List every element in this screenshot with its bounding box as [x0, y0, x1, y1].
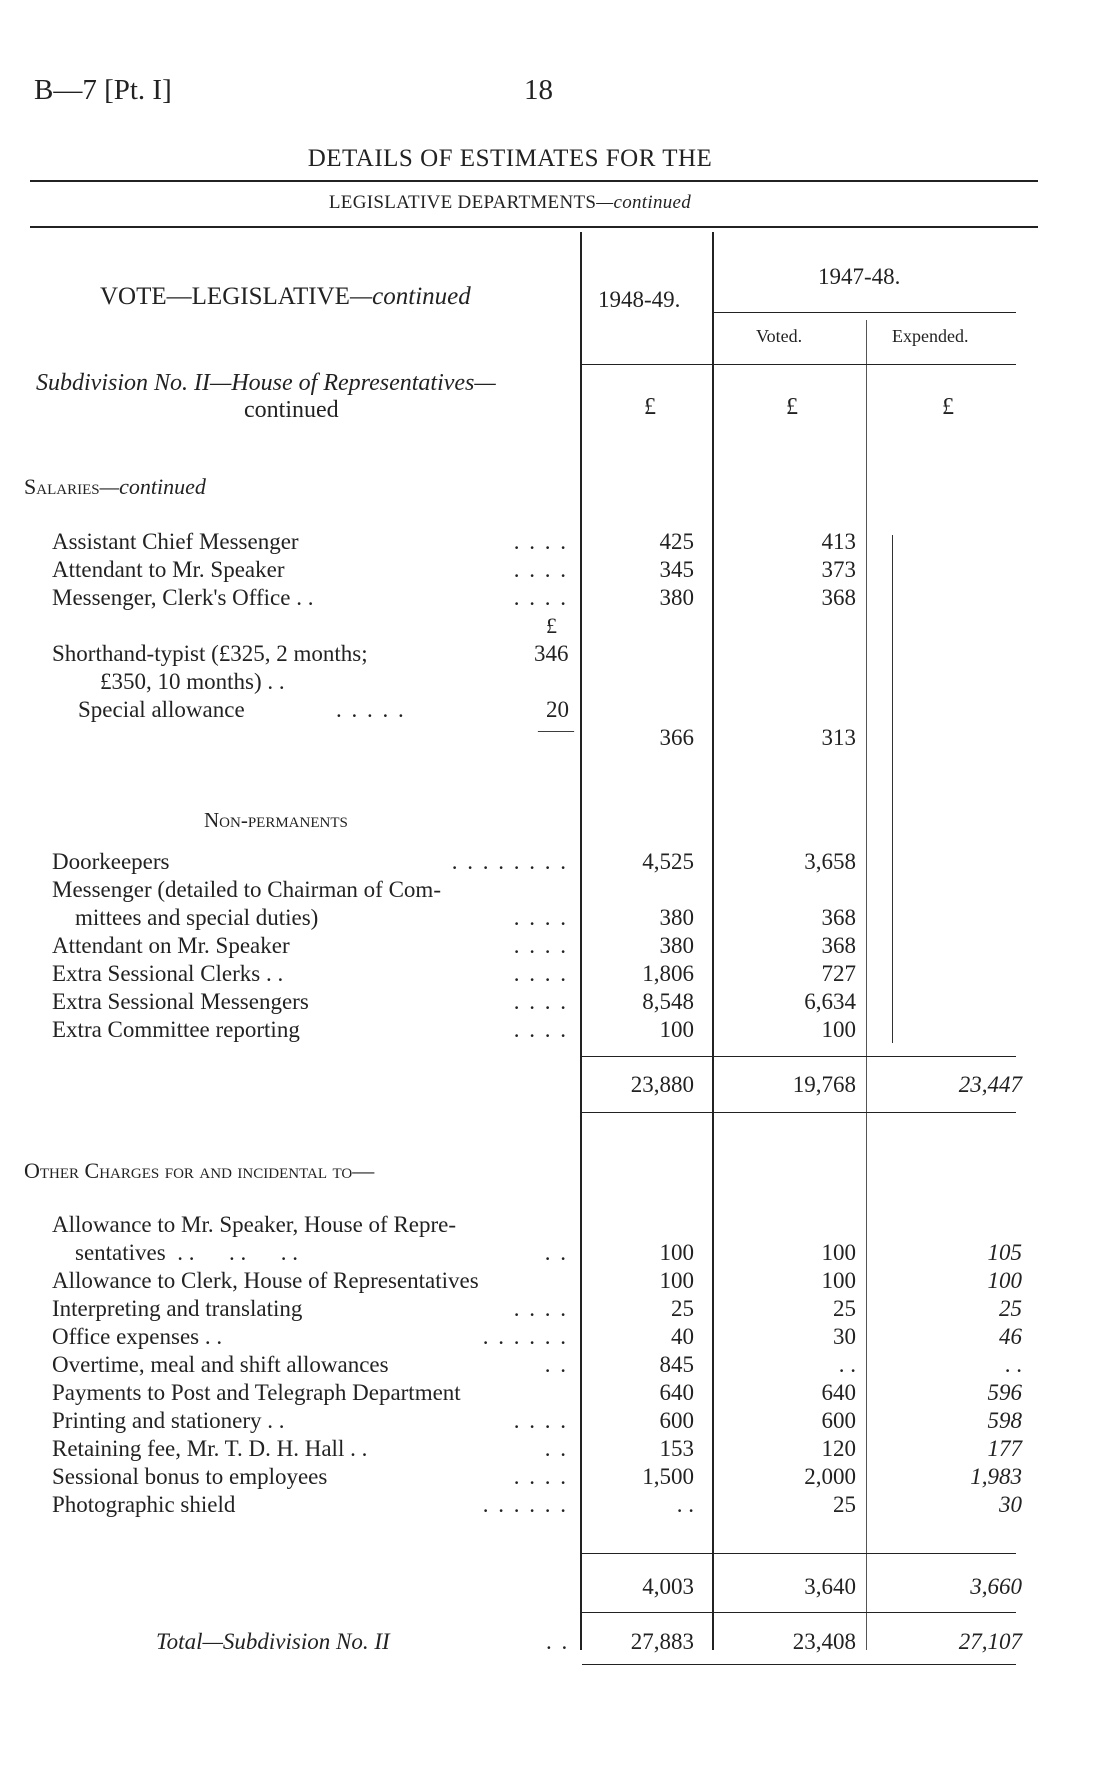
row-label: Assistant Chief Messenger [52, 529, 299, 554]
currency-voted: £ [786, 394, 798, 420]
header-rule [30, 226, 1038, 228]
row-label: Photographic shield [52, 1492, 236, 1517]
value-expended: 30 [999, 1492, 1022, 1517]
total-voted: 23,408 [792, 1629, 856, 1654]
table-row [52, 877, 572, 905]
leader-dots: . . . . . . [482, 1492, 568, 1517]
leader-dots: . . . . [513, 989, 568, 1014]
value-1948: 600 [659, 1408, 694, 1433]
column-voted-heading: Voted. [756, 326, 803, 346]
value-1948: 40 [671, 1324, 694, 1349]
leader-dots: . . . . [513, 529, 568, 554]
table-row [52, 961, 572, 989]
leader-dots: . . [544, 1436, 568, 1461]
currency-1948: £ [644, 394, 656, 420]
value-expended: 105 [987, 1240, 1022, 1265]
row-label: Office expenses . . [52, 1324, 223, 1349]
title-rule [30, 180, 1038, 182]
value-voted: 25 [833, 1296, 856, 1321]
subdivision-continued: continued [244, 397, 339, 423]
table-row [52, 933, 572, 961]
row-label: Printing and stationery . . [52, 1408, 285, 1433]
leader-dots: . . . . [513, 905, 568, 930]
shorthand-1948: 366 [659, 725, 694, 750]
inline-pound-sign: £ [546, 613, 557, 638]
column-1948-heading: 1948-49. [598, 287, 681, 312]
value-voted: 100 [821, 1017, 856, 1042]
value-voted: 30 [833, 1324, 856, 1349]
value-expended: 1,983 [970, 1464, 1022, 1489]
value-voted: 2,000 [804, 1464, 856, 1489]
row-label: Allowance to Mr. Speaker, House of Repre- [52, 1212, 457, 1237]
special-allowance-label: Special allowance [78, 697, 245, 722]
table-row [52, 1296, 572, 1324]
leader-dots: . . . . [513, 585, 568, 610]
row-label: Attendant on Mr. Speaker [52, 933, 290, 958]
value-expended: 596 [987, 1380, 1022, 1405]
shorthand-label-cont: £350, 10 months) . . [100, 669, 285, 694]
column-divider-1948 [580, 232, 582, 1650]
table-row [52, 585, 572, 613]
total-label: Total—Subdivision No. II [156, 1629, 390, 1654]
subtotal-expended: 23,447 [958, 1072, 1022, 1097]
column-head-rule [582, 364, 1016, 365]
row-label: Sessional bonus to employees [52, 1464, 328, 1489]
page-title: DETAILS OF ESTIMATES FOR THE [307, 145, 713, 172]
salaries-heading-text: Salaries [24, 474, 100, 499]
value-1948: 100 [659, 1268, 694, 1293]
value-expended: 46 [999, 1324, 1022, 1349]
special-allowance-amount: 20 [546, 697, 569, 722]
row-label: Overtime, meal and shift allowances [52, 1352, 389, 1377]
value-voted: 368 [821, 585, 856, 610]
1947-header-rule [714, 312, 1016, 313]
value-1948: 1,806 [642, 961, 694, 986]
row-label: Extra Sessional Clerks . . [52, 961, 284, 986]
subtotal-voted: 19,768 [792, 1072, 856, 1097]
value-voted: 727 [821, 961, 856, 986]
table-row [52, 1352, 572, 1380]
table-row [52, 1464, 572, 1492]
leader-dots: . . . . [513, 933, 568, 958]
value-expended: 598 [987, 1408, 1022, 1433]
shorthand-label: Shorthand-typist (£325, 2 months; [52, 641, 368, 666]
value-voted: 120 [821, 1436, 856, 1461]
row-label: Interpreting and translating [52, 1296, 303, 1321]
value-expended: 177 [987, 1436, 1022, 1461]
table-row [52, 529, 572, 557]
salaries-heading-suffix: —continued [99, 474, 206, 499]
leader-dots: . . [544, 1352, 568, 1377]
leader-dots: . . . . . [336, 697, 406, 722]
subtotal-rule-top [582, 1056, 1016, 1057]
total-expended: 27,107 [958, 1629, 1022, 1654]
column-expended-heading: Expended. [892, 326, 969, 346]
other-charges-heading: Other Charges for and incidental to— [24, 1158, 375, 1183]
shorthand-voted: 313 [821, 725, 856, 750]
value-expended: 100 [987, 1268, 1022, 1293]
table-row [52, 557, 572, 585]
currency-expended: £ [942, 394, 954, 420]
value-expended: . . [1004, 1352, 1022, 1377]
table-row [52, 1268, 572, 1296]
row-label: Retaining fee, Mr. T. D. H. Hall . . [52, 1436, 368, 1461]
subtotal-voted: 3,640 [804, 1574, 856, 1599]
subtotal-1948: 23,880 [630, 1072, 694, 1097]
row-label: Messenger, Clerk's Office . . [52, 585, 314, 610]
vote-heading-suffix: —continued [349, 283, 471, 310]
value-1948: 380 [659, 933, 694, 958]
leader-dots: . . [546, 1629, 570, 1654]
table-row [52, 1380, 572, 1408]
row-label: Attendant to Mr. Speaker [52, 557, 285, 582]
value-voted: . . [838, 1352, 856, 1377]
row-label: Allowance to Clerk, House of Representatives [52, 1268, 479, 1293]
value-1948: 4,525 [642, 849, 694, 874]
grouping-bracket [880, 535, 893, 1043]
row-label: Extra Sessional Messengers [52, 989, 309, 1014]
shorthand-amount: 346 [534, 641, 569, 666]
value-1948: 1,500 [642, 1464, 694, 1489]
vote-heading-text: VOTE—LEGISLATIVE [100, 283, 350, 310]
value-1948: 8,548 [642, 989, 694, 1014]
table-row [52, 1492, 572, 1520]
table-row [52, 849, 572, 877]
column-1947-heading: 1947-48. [818, 264, 901, 289]
value-1948: 25 [671, 1296, 694, 1321]
value-voted: 100 [821, 1240, 856, 1265]
value-1948: 100 [659, 1017, 694, 1042]
document-reference: B—7 [Pt. I] [34, 74, 172, 106]
value-voted: 25 [833, 1492, 856, 1517]
subtitle-suffix: —continued [596, 192, 692, 213]
non-permanents-heading: Non-permanents [204, 808, 348, 832]
value-1948: 153 [659, 1436, 694, 1461]
value-voted: 640 [821, 1380, 856, 1405]
subtotal-1948: 4,003 [642, 1574, 694, 1599]
subtitle-text: LEGISLATIVE DEPARTMENTS [328, 192, 597, 213]
column-divider-1947 [712, 232, 714, 1650]
vote-heading [100, 283, 471, 311]
column-divider-expended [866, 320, 867, 1650]
value-1948: 425 [659, 529, 694, 554]
leader-dots: . . . . [513, 1464, 568, 1489]
subtotal-rule-top [582, 1553, 1016, 1554]
value-1948: 345 [659, 557, 694, 582]
leader-dots: . . . . [513, 1296, 568, 1321]
value-1948: 845 [659, 1352, 694, 1377]
value-voted: 368 [821, 905, 856, 930]
row-label: Payments to Post and Telegraph Department [52, 1380, 461, 1405]
table-row [52, 1408, 572, 1436]
page-number: 18 [524, 74, 553, 106]
value-expended: 25 [999, 1296, 1022, 1321]
value-voted: 373 [821, 557, 856, 582]
leader-dots: . . . . . . [482, 1324, 568, 1349]
value-voted: 100 [821, 1268, 856, 1293]
row-label: sentatives . . . . . . [52, 1240, 298, 1265]
subdivision-heading: Subdivision No. II—House of Representatives— [36, 370, 496, 396]
row-label: Messenger (detailed to Chairman of Com- [52, 877, 441, 902]
leader-dots: . . [544, 1240, 568, 1265]
subtotal-expended: 3,660 [970, 1574, 1022, 1599]
table-row [52, 905, 572, 933]
value-1948: 380 [659, 585, 694, 610]
value-1948: 640 [659, 1380, 694, 1405]
value-1948: . . [676, 1492, 694, 1517]
leader-dots: . . . . . . . . [451, 849, 568, 874]
table-row [52, 989, 572, 1017]
row-label: Extra Committee reporting [52, 1017, 300, 1042]
table-row [52, 1017, 572, 1045]
value-1948: 380 [659, 905, 694, 930]
total-rule [582, 1664, 1016, 1665]
table-row [52, 1324, 572, 1352]
leader-dots: . . . . [513, 1017, 568, 1042]
subtotal-rule-bottom [582, 1112, 1016, 1113]
leader-dots: . . . . [513, 961, 568, 986]
row-label: Doorkeepers [52, 849, 170, 874]
value-voted: 6,634 [804, 989, 856, 1014]
row-label: mittees and special duties) [52, 905, 319, 930]
subtotal-rule-bottom [582, 1612, 1016, 1613]
page-subtitle [0, 192, 1020, 214]
value-voted: 3,658 [804, 849, 856, 874]
leader-dots: . . . . [513, 1408, 568, 1433]
table-row [52, 1240, 572, 1268]
value-voted: 600 [821, 1408, 856, 1433]
salaries-heading [24, 474, 206, 500]
leader-dots: . . . . [513, 557, 568, 582]
value-voted: 368 [821, 933, 856, 958]
sum-dash: —— [538, 720, 574, 740]
value-1948: 100 [659, 1240, 694, 1265]
total-1948: 27,883 [630, 1629, 694, 1654]
table-row [52, 1436, 572, 1464]
table-row [52, 1212, 572, 1240]
value-voted: 413 [821, 529, 856, 554]
